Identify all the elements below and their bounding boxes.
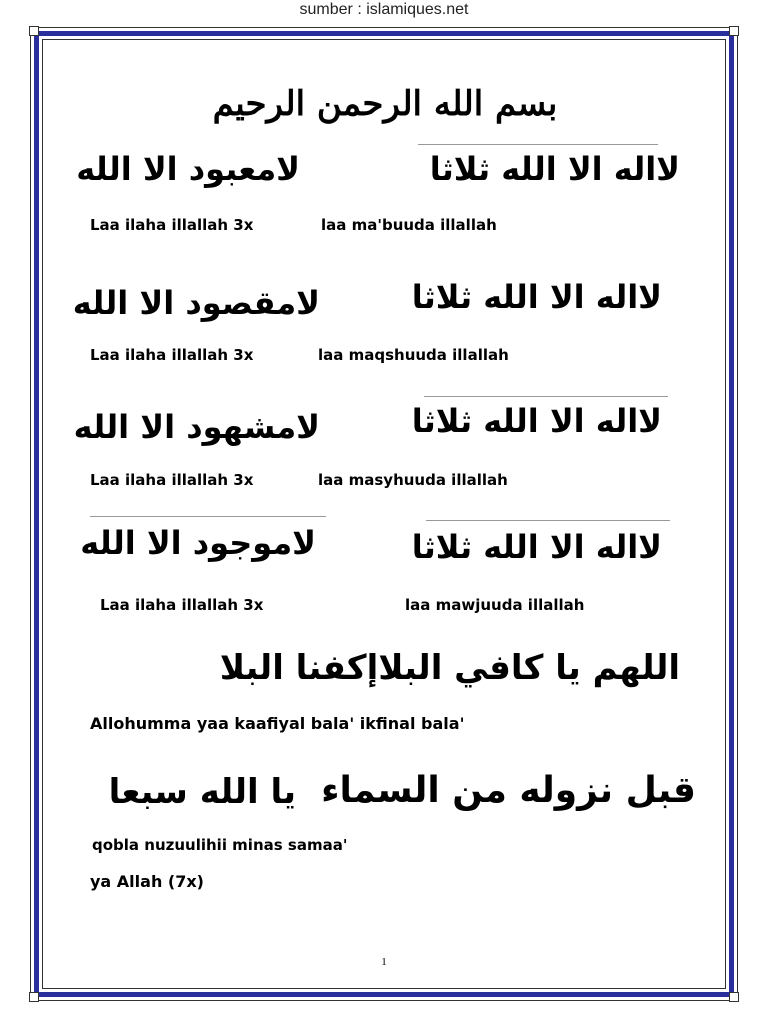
basmala-calligraphy: بسم الله الرحمن الرحيم [212, 84, 558, 124]
dua-transliteration: Allohumma yaa kaafiyal bala' ikfinal bala' [90, 714, 465, 733]
transliteration: laa mawjuuda illallah [405, 596, 585, 614]
border-corner-ornament [29, 992, 39, 1002]
transliteration: Laa ilaha illallah 3x [90, 471, 254, 489]
arabic-phrase: لامشهود الا الله [73, 408, 320, 446]
separator-rule [418, 144, 658, 145]
transliteration: laa ma'buuda illallah [321, 216, 497, 234]
closing-transliteration: ya Allah (7x) [90, 872, 204, 891]
closing-arabic: قبل نزوله من السماء [321, 770, 696, 811]
transliteration: Laa ilaha illallah 3x [90, 216, 254, 234]
border-corner-ornament [729, 26, 739, 36]
page-number: 1 [381, 956, 387, 968]
transliteration: laa maqshuuda illallah [318, 346, 509, 364]
separator-rule [90, 516, 326, 517]
arabic-phrase: لااله الا الله ثلاثا [411, 528, 662, 566]
arabic-phrase: لامعبود الا الله [76, 150, 300, 188]
separator-rule [426, 520, 670, 521]
closing-transliteration: qobla nuzuulihii minas samaa' [92, 836, 348, 854]
transliteration: Laa ilaha illallah 3x [90, 346, 254, 364]
transliteration: laa masyhuuda illallah [318, 471, 508, 489]
arabic-phrase: لامقصود الا الله [72, 284, 320, 322]
arabic-phrase: لااله الا الله ثلاثا [411, 402, 662, 440]
separator-rule [424, 396, 668, 397]
arabic-phrase: لااله الا الله ثلاثا [429, 150, 680, 188]
source-credit: sumber : islamiques.net [299, 1, 469, 18]
dua-arabic: اللهم يا كافي البلاإكفنا البلا [219, 648, 680, 688]
arabic-phrase: لاموجود الا الله [80, 524, 316, 562]
border-corner-ornament [729, 992, 739, 1002]
closing-arabic: يا الله سبعا [108, 772, 296, 812]
arabic-phrase: لااله الا الله ثلاثا [411, 278, 662, 316]
transliteration: Laa ilaha illallah 3x [100, 596, 264, 614]
border-corner-ornament [29, 26, 39, 36]
